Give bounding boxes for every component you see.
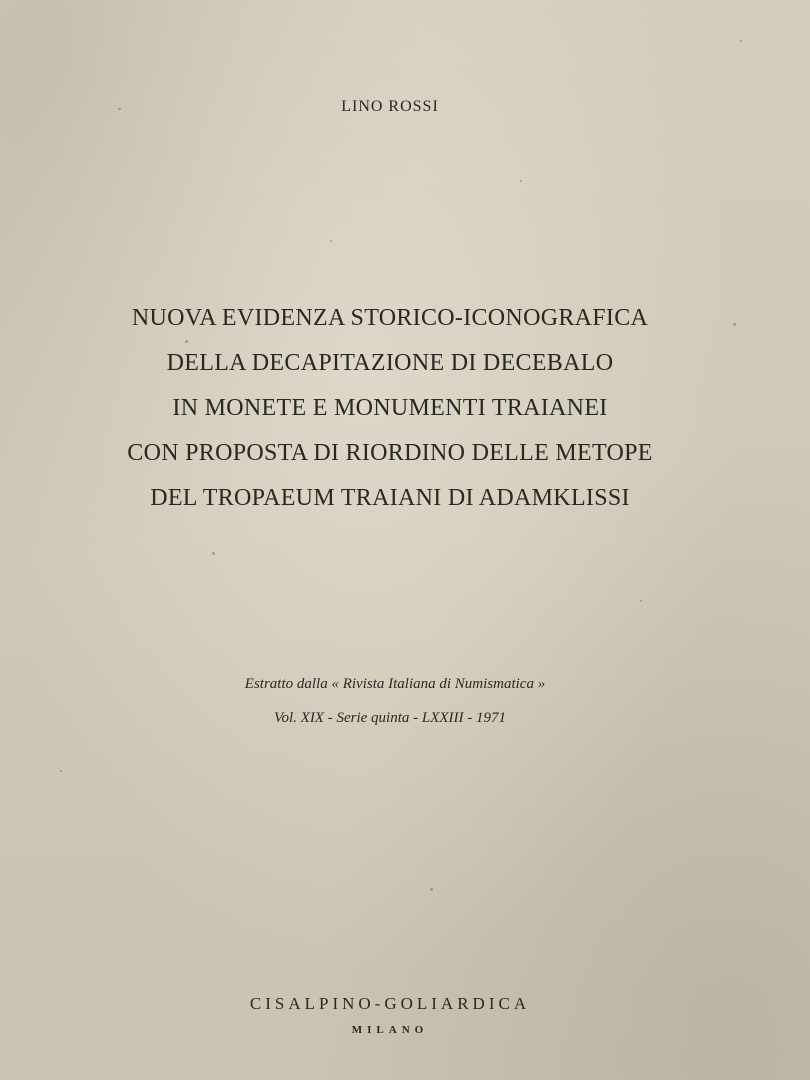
author-name: LINO ROSSI (341, 98, 439, 115)
paper-speck (733, 323, 736, 326)
paper-speck (430, 888, 433, 891)
extract-note: Estratto dalla « Rivista Italiana di Numismatica » (244, 676, 546, 692)
title-line: DELLA DECAPITAZIONE DI DECEBALO (166, 350, 614, 376)
title-line: CON PROPOSTA DI RIORDINO DELLE METOPE (127, 440, 653, 466)
publisher-city: MILANO (351, 1024, 429, 1036)
publisher-name: CISALPINO-GOLIARDICA (249, 994, 531, 1013)
paper-speck (60, 770, 62, 772)
title-line: IN MONETE E MONUMENTI TRAIANEI (172, 395, 608, 421)
paper-speck (212, 552, 215, 555)
paper-speck (740, 40, 742, 42)
paper-speck (640, 600, 642, 602)
paper-speck (520, 180, 522, 182)
title-line: DEL TROPAEUM TRAIANI DI ADAMKLISSI (150, 485, 630, 511)
paper-speck (330, 240, 332, 242)
volume-info: Vol. XIX - Serie quinta - LXXIII - 1971 (273, 710, 507, 726)
title-line: NUOVA EVIDENZA STORICO-ICONOGRAFICA (131, 305, 649, 331)
title-block (60, 296, 720, 521)
